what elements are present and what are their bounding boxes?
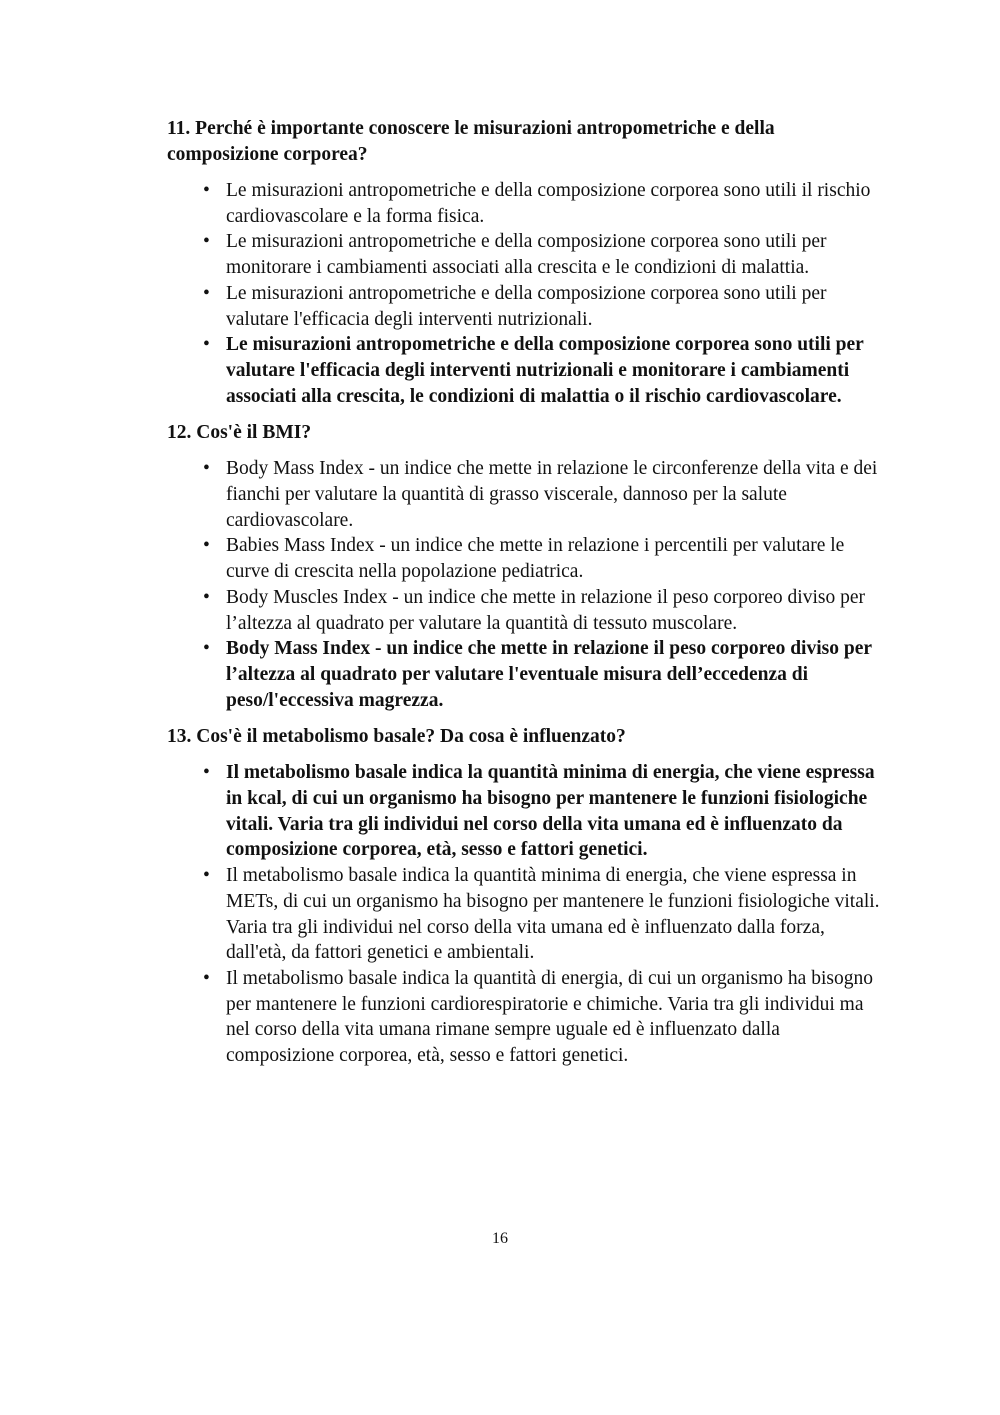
- page-number: 16: [492, 1230, 508, 1247]
- answer-option: [167, 585, 887, 636]
- answer-text: Le misurazioni antropometriche e della composizione corporea sono utili per valutare l'efficacia degli interventi nutrizionali.: [226, 282, 827, 330]
- answer-option: [167, 863, 887, 966]
- correct-answer-option: [167, 636, 887, 713]
- bullet-icon: •: [203, 458, 210, 480]
- answer-text: Babies Mass Index - un indice che mette in relazione i percentili per valutare le curve di crescita nella popolazione pediatrica.: [226, 535, 845, 583]
- answer-option: [167, 281, 887, 332]
- answer-option: [167, 178, 887, 229]
- answer-text: Body Muscles Index - un indice che mette in relazione il peso corporeo diviso per l’altezza al quadrato per valutare la quantità di tessuto muscolare.: [226, 586, 865, 634]
- answer-text: Body Mass Index - un indice che mette in relazione le circonferenze della vita e dei fianchi per valutare la quantità di grasso viscerale, dannoso per la salute cardiovascolare.: [226, 458, 878, 531]
- bullet-icon: •: [203, 334, 210, 356]
- answer-text: Il metabolismo basale indica la quantità minima di energia, che viene espressa in kcal, di cui un organismo ha bisogno per mantenere le funzioni fisiologiche vitali. Varia tra gli individui nel corso della vita umana ed è influenzato da composizione corporea, età, sesso e fattori genetici.: [226, 762, 875, 861]
- answer-text: Il metabolismo basale indica la quantità minima di energia, che viene espressa in METs, di cui un organismo ha bisogno per mantenere le funzioni fisiologiche vitali. Varia tra gli individui nel corso della vita umana ed è influenzato dalla forza, dall'età, da fattori genetici e ambientali.: [226, 865, 880, 964]
- question-title: 11. Perché è importante conoscere le misurazioni antropometriche e della composizione corporea?: [167, 118, 775, 165]
- correct-answer-option: [167, 760, 887, 863]
- question-11: [167, 116, 887, 409]
- bullet-icon: •: [203, 762, 210, 784]
- answer-text: Le misurazioni antropometriche e della composizione corporea sono utili per valutare l'efficacia degli interventi nutrizionali e monitorare i cambiamenti associati alla crescita, le condizioni di malattia o il rischio cardiovascolare.: [226, 334, 864, 407]
- bullet-icon: •: [203, 638, 210, 660]
- answer-option: [167, 229, 887, 280]
- bullet-icon: •: [203, 231, 210, 253]
- question-title: 13. Cos'è il metabolismo basale? Da cosa è influenzato?: [167, 726, 626, 748]
- bullet-icon: •: [203, 586, 210, 608]
- question-12: [167, 420, 887, 713]
- answer-list: [167, 178, 887, 409]
- answer-list: [167, 760, 887, 1068]
- question-title: 12. Cos'è il BMI?: [167, 422, 312, 444]
- answer-text: Le misurazioni antropometriche e della composizione corporea sono utili il rischio cardiovascolare e la forma fisica.: [226, 180, 871, 227]
- bullet-icon: •: [203, 282, 210, 304]
- answer-list: [167, 456, 887, 713]
- answer-text: Body Mass Index - un indice che mette in relazione il peso corporeo diviso per l’altezza al quadrato per valutare l'eventuale misura dell’eccedenza di peso/l'eccessiva magrezza.: [226, 638, 872, 711]
- bullet-icon: •: [203, 535, 210, 557]
- document-page: [167, 116, 887, 1080]
- bullet-icon: •: [203, 865, 210, 887]
- question-13: [167, 724, 887, 1068]
- answer-option: [167, 533, 887, 584]
- correct-answer-option: [167, 332, 887, 409]
- bullet-icon: •: [203, 967, 210, 989]
- answer-option: [167, 966, 887, 1069]
- answer-text: Le misurazioni antropometriche e della composizione corporea sono utili per monitorare i cambiamenti associati alla crescita e le condizioni di malattia.: [226, 231, 827, 279]
- answer-option: [167, 456, 887, 533]
- bullet-icon: •: [203, 180, 210, 201]
- answer-text: Il metabolismo basale indica la quantità di energia, di cui un organismo ha bisogno per mantenere le funzioni cardiorespiratorie e chimiche. Varia tra gli individui ma nel corso della vita umana rimane sempre uguale ed è influenzato dalla composizione corporea, età, sesso e fattori genetici.: [226, 967, 873, 1067]
